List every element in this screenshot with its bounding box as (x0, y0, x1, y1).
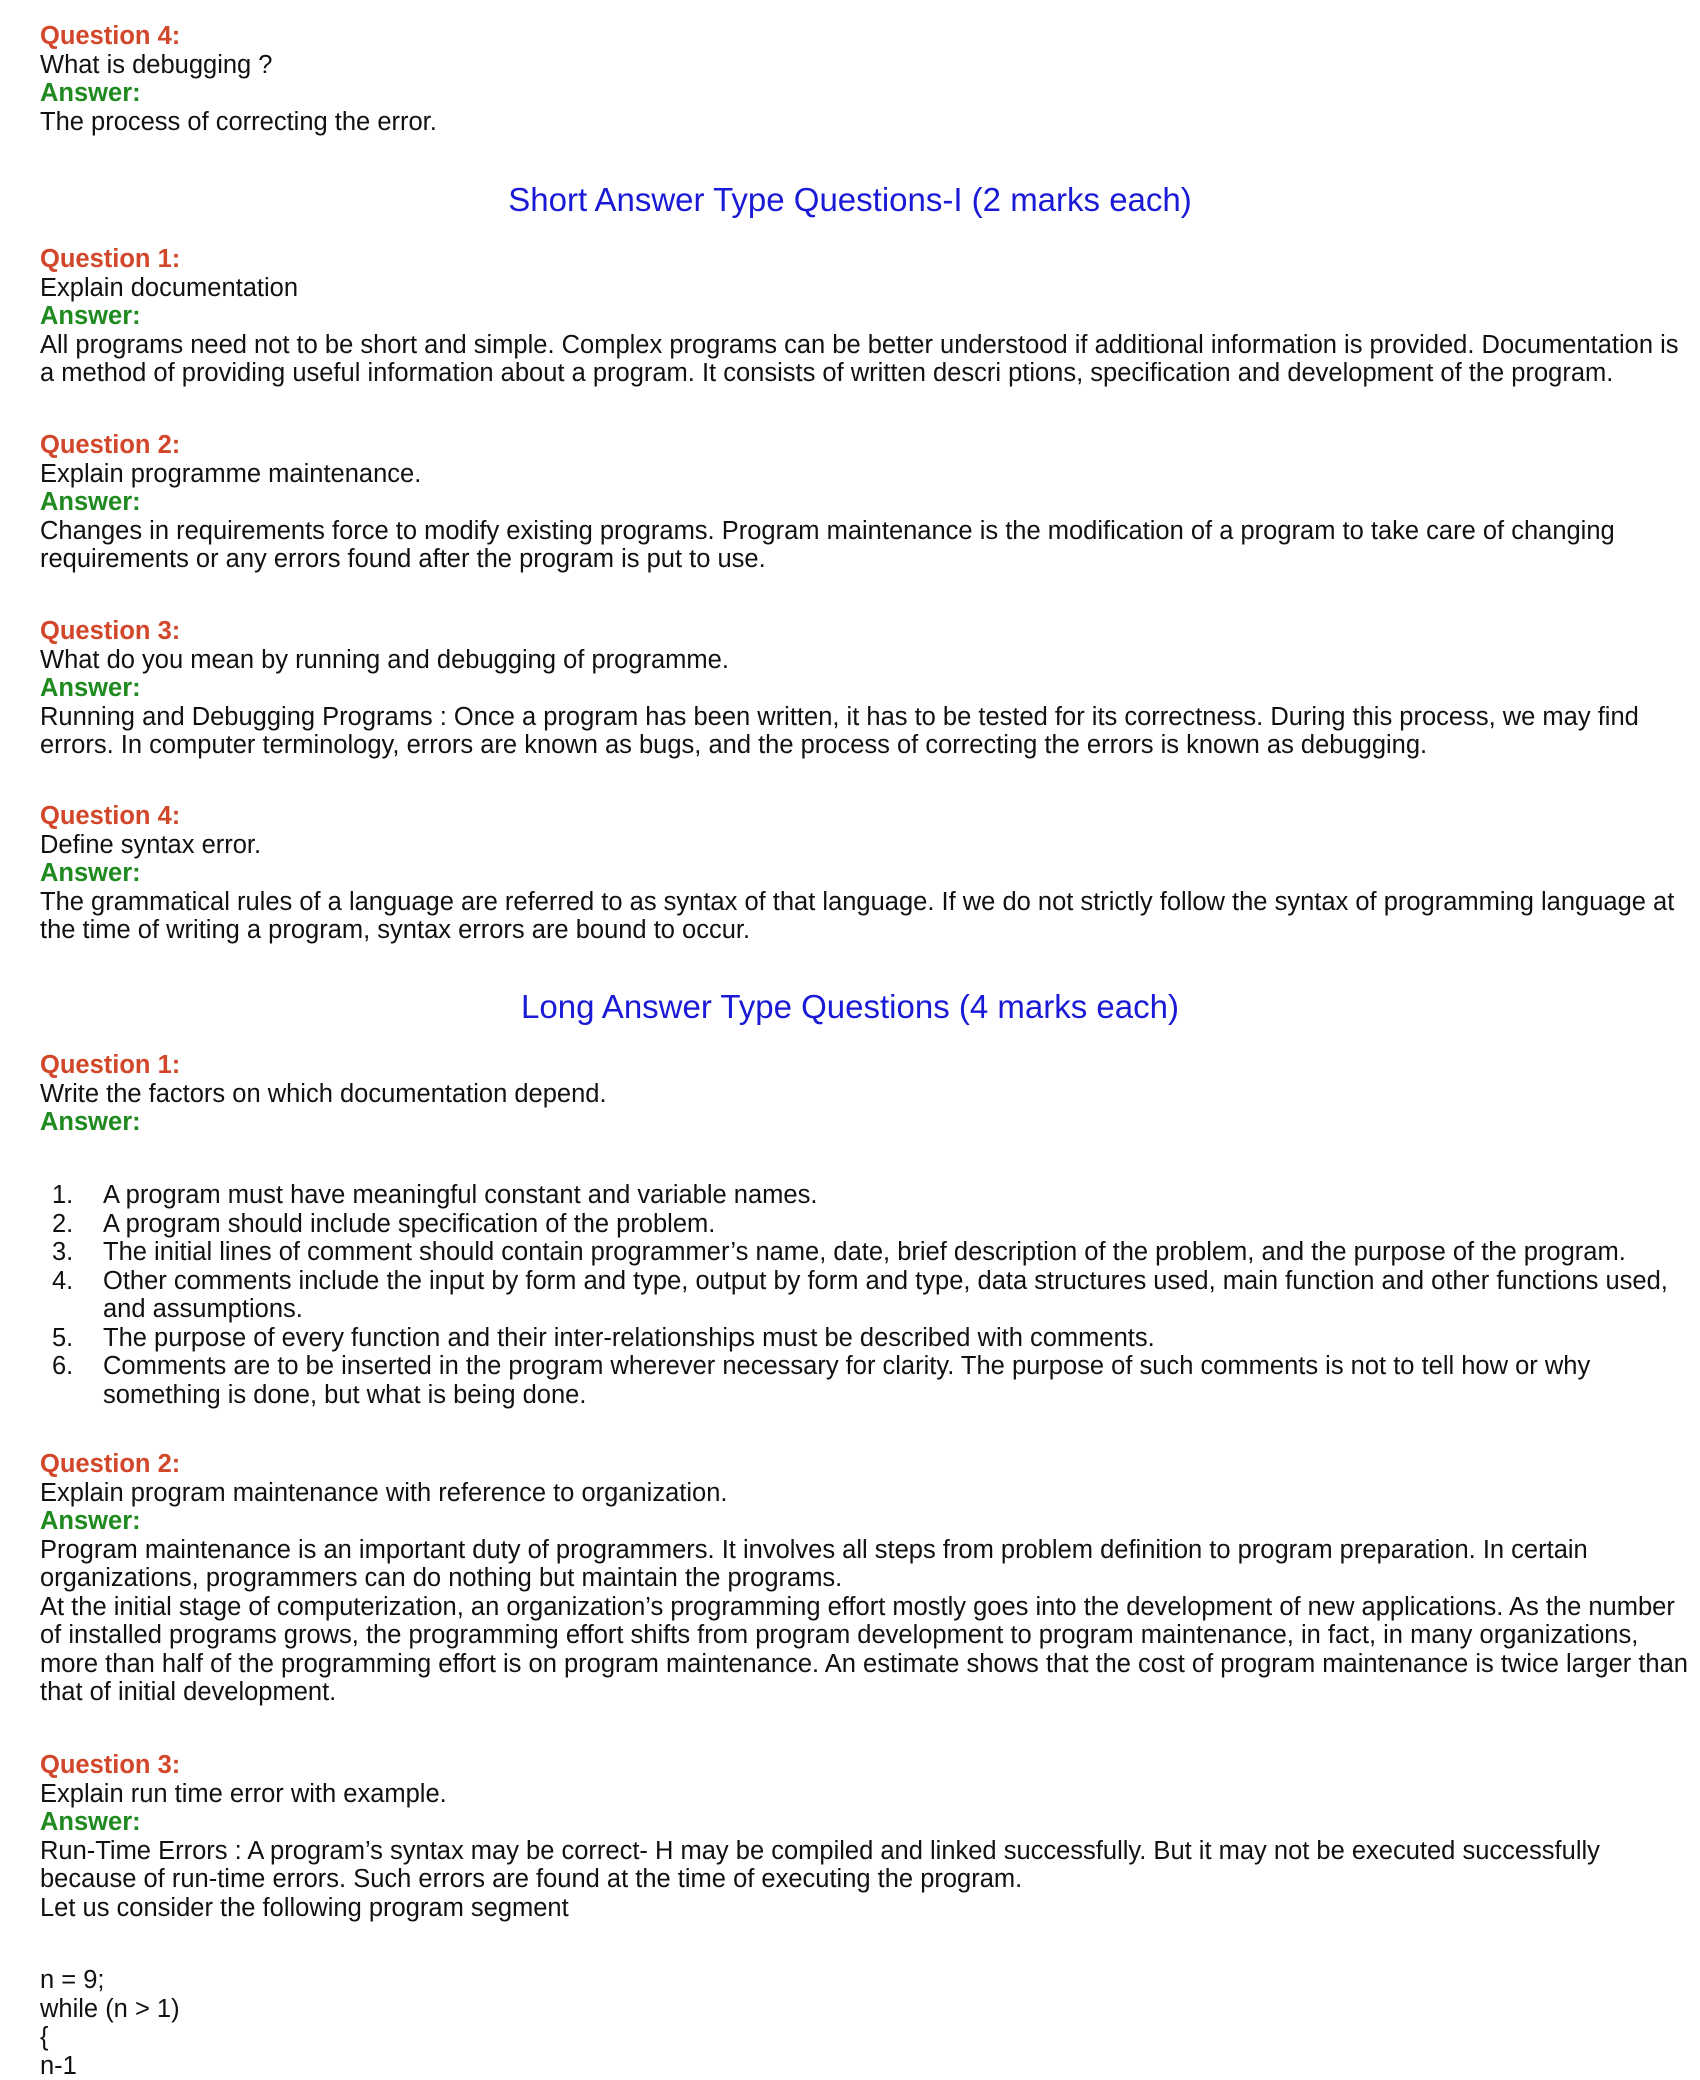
list-item (40, 1181, 1670, 1210)
code-segment (40, 1966, 1670, 2080)
question-label: Question 2: (40, 1450, 181, 1478)
question-text: Explain documentation (40, 273, 299, 302)
qa-short-question-2 (40, 431, 1670, 574)
answer-line: Let us consider the following program segment (40, 1893, 569, 1922)
question-label: Question 1: (40, 245, 181, 273)
list-item (40, 1352, 1670, 1409)
question-label: Question 4: (40, 22, 181, 50)
factors-list (40, 1181, 1670, 1409)
qa-long-question-1 (40, 1051, 1670, 1137)
answer-line: At the initial stage of computerization, an organization’s programming effort mostly goes into the development of new applications. As the number (40, 1592, 1675, 1621)
list-number: 5. (52, 1323, 74, 1352)
answer-label: Answer: (40, 79, 141, 107)
list-item-text: A program should include specification of the problem. (103, 1209, 716, 1238)
answer-line: The process of correcting the error. (40, 107, 437, 136)
qa-long-question-3 (40, 1751, 1670, 1922)
answer-label: Answer: (40, 1108, 141, 1136)
qa-long-question-2 (40, 1450, 1688, 1707)
list-item-text: The initial lines of comment should contain programmer’s name, date, brief description of the problem, and the purpose of the program. (103, 1238, 1626, 1266)
answer-line: that of initial development. (40, 1678, 337, 1706)
question-text: Write the factors on which documentation depend. (40, 1079, 607, 1108)
question-text: What is debugging ? (40, 50, 273, 79)
answer-line: Changes in requirements force to modify existing programs. Program maintenance is the modification of a program to take care of changing (40, 516, 1615, 545)
list-number: 4. (52, 1266, 74, 1295)
code-line: n-1 (40, 2051, 77, 2080)
answer-label: Answer: (40, 859, 141, 887)
answer-label: Answer: (40, 302, 141, 330)
answer-line: errors. In computer terminology, errors are known as bugs, and the process of correcting the errors is known as debugging. (40, 731, 1428, 759)
list-item-text: and assumptions. (103, 1295, 303, 1323)
list-item-text: something is done, but what is being done. (103, 1380, 587, 1409)
answer-label: Answer: (40, 1507, 141, 1535)
answer-line: requirements or any errors found after the program is put to use. (40, 545, 766, 573)
answer-line: more than half of the programming effort is on program maintenance. An estimate shows that the cost of program maintenance is twice larger than (40, 1649, 1688, 1678)
question-text: Explain run time error with example. (40, 1779, 447, 1808)
question-label: Question 4: (40, 802, 181, 830)
list-number: 6. (52, 1352, 74, 1380)
question-label: Question 3: (40, 1751, 181, 1779)
answer-line: All programs need not to be short and simple. Complex programs can be better understood if additional information is provided. Documentation is (40, 330, 1679, 359)
question-text: What do you mean by running and debugging of programme. (40, 645, 729, 674)
list-item-text: A program must have meaningful constant and variable names. (103, 1181, 818, 1209)
answer-label: Answer: (40, 488, 141, 516)
code-line: while (n > 1) (40, 1994, 180, 2023)
list-item (40, 1210, 1670, 1239)
section-heading-short: Short Answer Type Questions-I (2 marks each) (508, 181, 1192, 218)
question-text: Explain programme maintenance. (40, 459, 422, 488)
answer-line: because of run-time errors. Such errors are found at the time of executing the program. (40, 1865, 1023, 1893)
list-number: 2. (52, 1209, 74, 1238)
question-label: Question 3: (40, 617, 181, 645)
answer-line: a method of providing useful information about a program. It consists of written descri ptions, specification and development of the program. (40, 359, 1614, 387)
answer-line: The grammatical rules of a language are referred to as syntax of that language. If we do not strictly follow the syntax of programming language at (40, 887, 1675, 916)
answer-label: Answer: (40, 674, 141, 702)
list-item (40, 1324, 1670, 1353)
answer-line: Run-Time Errors : A program’s syntax may be correct- H may be compiled and linked successfully. But it may not be executed successfully (40, 1836, 1600, 1865)
question-label: Question 1: (40, 1051, 181, 1079)
qa-short-question-4 (40, 802, 1675, 945)
list-item-text: Other comments include the input by form and type, output by form and type, data structures used, main function and other functions used, (103, 1266, 1668, 1295)
list-item-text: The purpose of every function and their inter-relationships must be described with comments. (103, 1323, 1155, 1352)
question-text: Define syntax error. (40, 830, 262, 859)
list-item (40, 1238, 1670, 1267)
answer-line: of installed programs grows, the programming effort shifts from program development to program maintenance, in fact, in many organizations, (40, 1621, 1639, 1649)
question-label: Question 2: (40, 431, 181, 459)
list-item-text: Comments are to be inserted in the program wherever necessary for clarity. The purpose of such comments is not to tell how or why (103, 1352, 1591, 1380)
code-line: n = 9; (40, 1966, 105, 1994)
answer-line: organizations, programmers can do nothing but maintain the programs. (40, 1564, 843, 1592)
qa-short-question-3 (40, 617, 1670, 760)
code-line: { (40, 2023, 49, 2051)
answer-line: Running and Debugging Programs : Once a program has been written, it has to be tested for its correctness. During this process, we may find (40, 702, 1639, 731)
list-number: 1. (52, 1181, 74, 1209)
qa-top-question-4 (40, 22, 1670, 136)
answer-line: the time of writing a program, syntax errors are bound to occur. (40, 916, 751, 944)
list-item (40, 1267, 1670, 1324)
list-number: 3. (52, 1238, 74, 1266)
qa-short-question-1 (40, 245, 1679, 388)
question-text: Explain program maintenance with reference to organization. (40, 1478, 728, 1507)
answer-label: Answer: (40, 1808, 141, 1836)
answer-line: Program maintenance is an important duty of programmers. It involves all steps from problem definition to program preparation. In certain (40, 1535, 1588, 1564)
section-heading-long: Long Answer Type Questions (4 marks each) (521, 988, 1179, 1025)
